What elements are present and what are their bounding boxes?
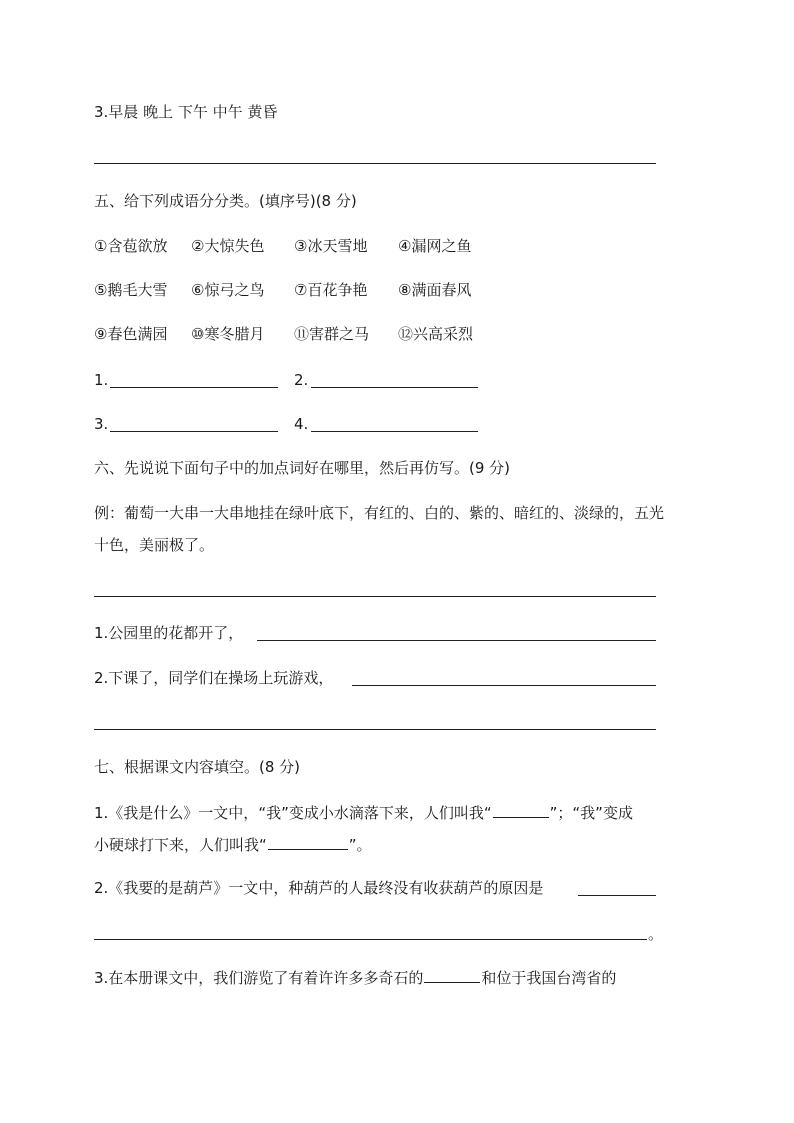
q7-item1-text-b: ”；“我”变成 xyxy=(549,804,633,822)
answer-line[interactable] xyxy=(94,596,656,597)
category-blank-3[interactable] xyxy=(110,431,278,432)
answer-line[interactable] xyxy=(94,939,647,940)
q7-item1-line1 xyxy=(94,801,633,823)
idiom-10: ⑩寒冬腊月 xyxy=(191,325,265,343)
q5-heading: 五、给下列成语分分类。(填序号)(8 分) xyxy=(94,192,357,210)
idiom-1: ①含苞欲放 xyxy=(94,237,168,255)
idiom-2: ②大惊失色 xyxy=(191,237,265,255)
q6-example-line2: 十色，美丽极了。 xyxy=(94,536,215,554)
idiom-7: ⑦百花争艳 xyxy=(294,281,368,299)
answer-line[interactable] xyxy=(94,729,656,730)
blank-label-2: 2. xyxy=(294,371,309,389)
category-blank-4[interactable] xyxy=(311,431,478,432)
q7-item1-text-a: 1.《我是什么》一文中，“我”变成小水滴落下来，人们叫我“ xyxy=(94,804,492,822)
fill-blank[interactable] xyxy=(268,833,348,850)
q7-item2: 2.《我要的是葫芦》一文中，种葫芦的人最终没有收获葫芦的原因是 xyxy=(94,879,544,897)
idiom-11: ⑪害群之马 xyxy=(294,325,370,343)
q7-item3 xyxy=(94,966,616,988)
q7-item1-line2 xyxy=(94,833,372,855)
q6-heading: 六、先说说下面句子中的加点词好在哪里，然后再仿写。(9 分) xyxy=(94,459,511,477)
q7-item3-text-b: 和位于我国台湾省的 xyxy=(481,969,617,987)
blank-label-4: 4. xyxy=(294,415,309,433)
category-blank-2[interactable] xyxy=(311,387,478,388)
imitation-blank-1[interactable] xyxy=(257,640,656,641)
idiom-8: ⑧满面春风 xyxy=(398,281,472,299)
blank-label-3: 3. xyxy=(94,415,109,433)
category-blank-1[interactable] xyxy=(110,387,278,388)
fill-blank[interactable] xyxy=(578,895,656,896)
idiom-6: ⑥惊弓之鸟 xyxy=(191,281,265,299)
idiom-9: ⑨春色满园 xyxy=(94,325,168,343)
q7-item3-text-a: 3.在本册课文中，我们游览了有着许许多多奇石的 xyxy=(94,969,424,987)
q7-item1-text-d: ”。 xyxy=(348,836,372,854)
idiom-5: ⑤鹅毛大雪 xyxy=(94,281,168,299)
imitation-blank-2[interactable] xyxy=(352,685,656,686)
q4-item3: 3.早晨 晚上 下午 中午 黄昏 xyxy=(94,103,278,121)
idiom-12: ⑫兴高采烈 xyxy=(398,325,474,343)
idiom-4: ④漏网之鱼 xyxy=(398,237,472,255)
q6-example-line1: 例：葡萄一大串一大串地挂在绿叶底下，有红的、白的、紫的、暗红的、淡绿的，五光 xyxy=(94,504,665,522)
fill-blank[interactable] xyxy=(493,801,549,818)
q7-item2-period: 。 xyxy=(648,925,664,943)
q6-item1: 1.公园里的花都开了， xyxy=(94,624,244,642)
idiom-3: ③冰天雪地 xyxy=(294,237,368,255)
q7-item1-text-c: 小硬球打下来，人们叫我“ xyxy=(94,836,267,854)
blank-label-1: 1. xyxy=(94,371,109,389)
q7-heading: 七、根据课文内容填空。(8 分) xyxy=(94,758,301,776)
answer-line[interactable] xyxy=(94,163,656,164)
q6-item2: 2.下课了，同学们在操场上玩游戏， xyxy=(94,669,334,687)
fill-blank[interactable] xyxy=(424,966,480,983)
